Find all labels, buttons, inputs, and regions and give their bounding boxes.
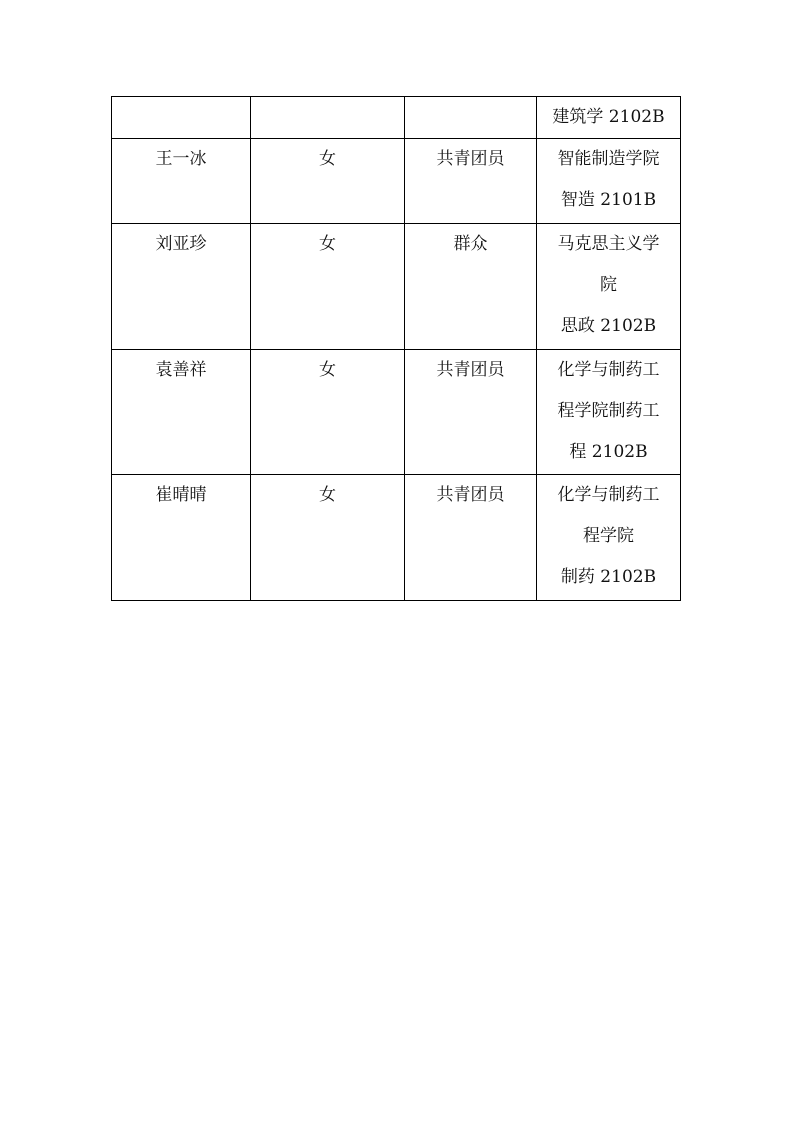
member-table [111, 96, 681, 601]
gender-cell: 女 [251, 475, 405, 601]
table-row [112, 97, 681, 139]
college-class-cell [537, 350, 681, 475]
college-class-line: 马克思主义学 [557, 234, 660, 254]
college-class-line: 智能制造学院 [557, 149, 660, 169]
college-class-line: 化学与制药工 [557, 485, 660, 505]
college-class-cell [537, 224, 681, 350]
college-class-line: 程 2102B [569, 442, 648, 462]
table-row [112, 350, 681, 475]
gender-cell: 女 [251, 224, 405, 350]
table-row [112, 475, 681, 601]
political-status-cell: 共青团员 [405, 139, 537, 224]
gender-cell: 女 [251, 139, 405, 224]
table-row [112, 224, 681, 350]
political-status-cell: 共青团员 [405, 475, 537, 601]
name-cell: 崔晴晴 [112, 475, 251, 601]
political-status-cell: 共青团员 [405, 350, 537, 475]
gender-cell [251, 97, 405, 139]
political-status-cell [405, 97, 537, 139]
name-cell: 刘亚珍 [112, 224, 251, 350]
table-row [112, 139, 681, 224]
college-class-line: 建筑学 2102B [552, 107, 665, 127]
name-cell: 袁善祥 [112, 350, 251, 475]
college-class-line: 思政 2102B [560, 316, 657, 336]
college-class-line: 院 [600, 275, 617, 295]
college-class-line: 化学与制药工 [557, 360, 660, 380]
college-class-cell [537, 97, 681, 139]
college-class-cell [537, 475, 681, 601]
political-status-cell: 群众 [405, 224, 537, 350]
college-class-cell [537, 139, 681, 224]
name-cell: 王一冰 [112, 139, 251, 224]
college-class-line: 程学院制药工 [557, 401, 660, 421]
gender-cell: 女 [251, 350, 405, 475]
college-class-line: 制药 2102B [560, 567, 657, 587]
name-cell [112, 97, 251, 139]
college-class-line: 程学院 [583, 526, 634, 546]
college-class-line: 智造 2101B [560, 190, 657, 210]
